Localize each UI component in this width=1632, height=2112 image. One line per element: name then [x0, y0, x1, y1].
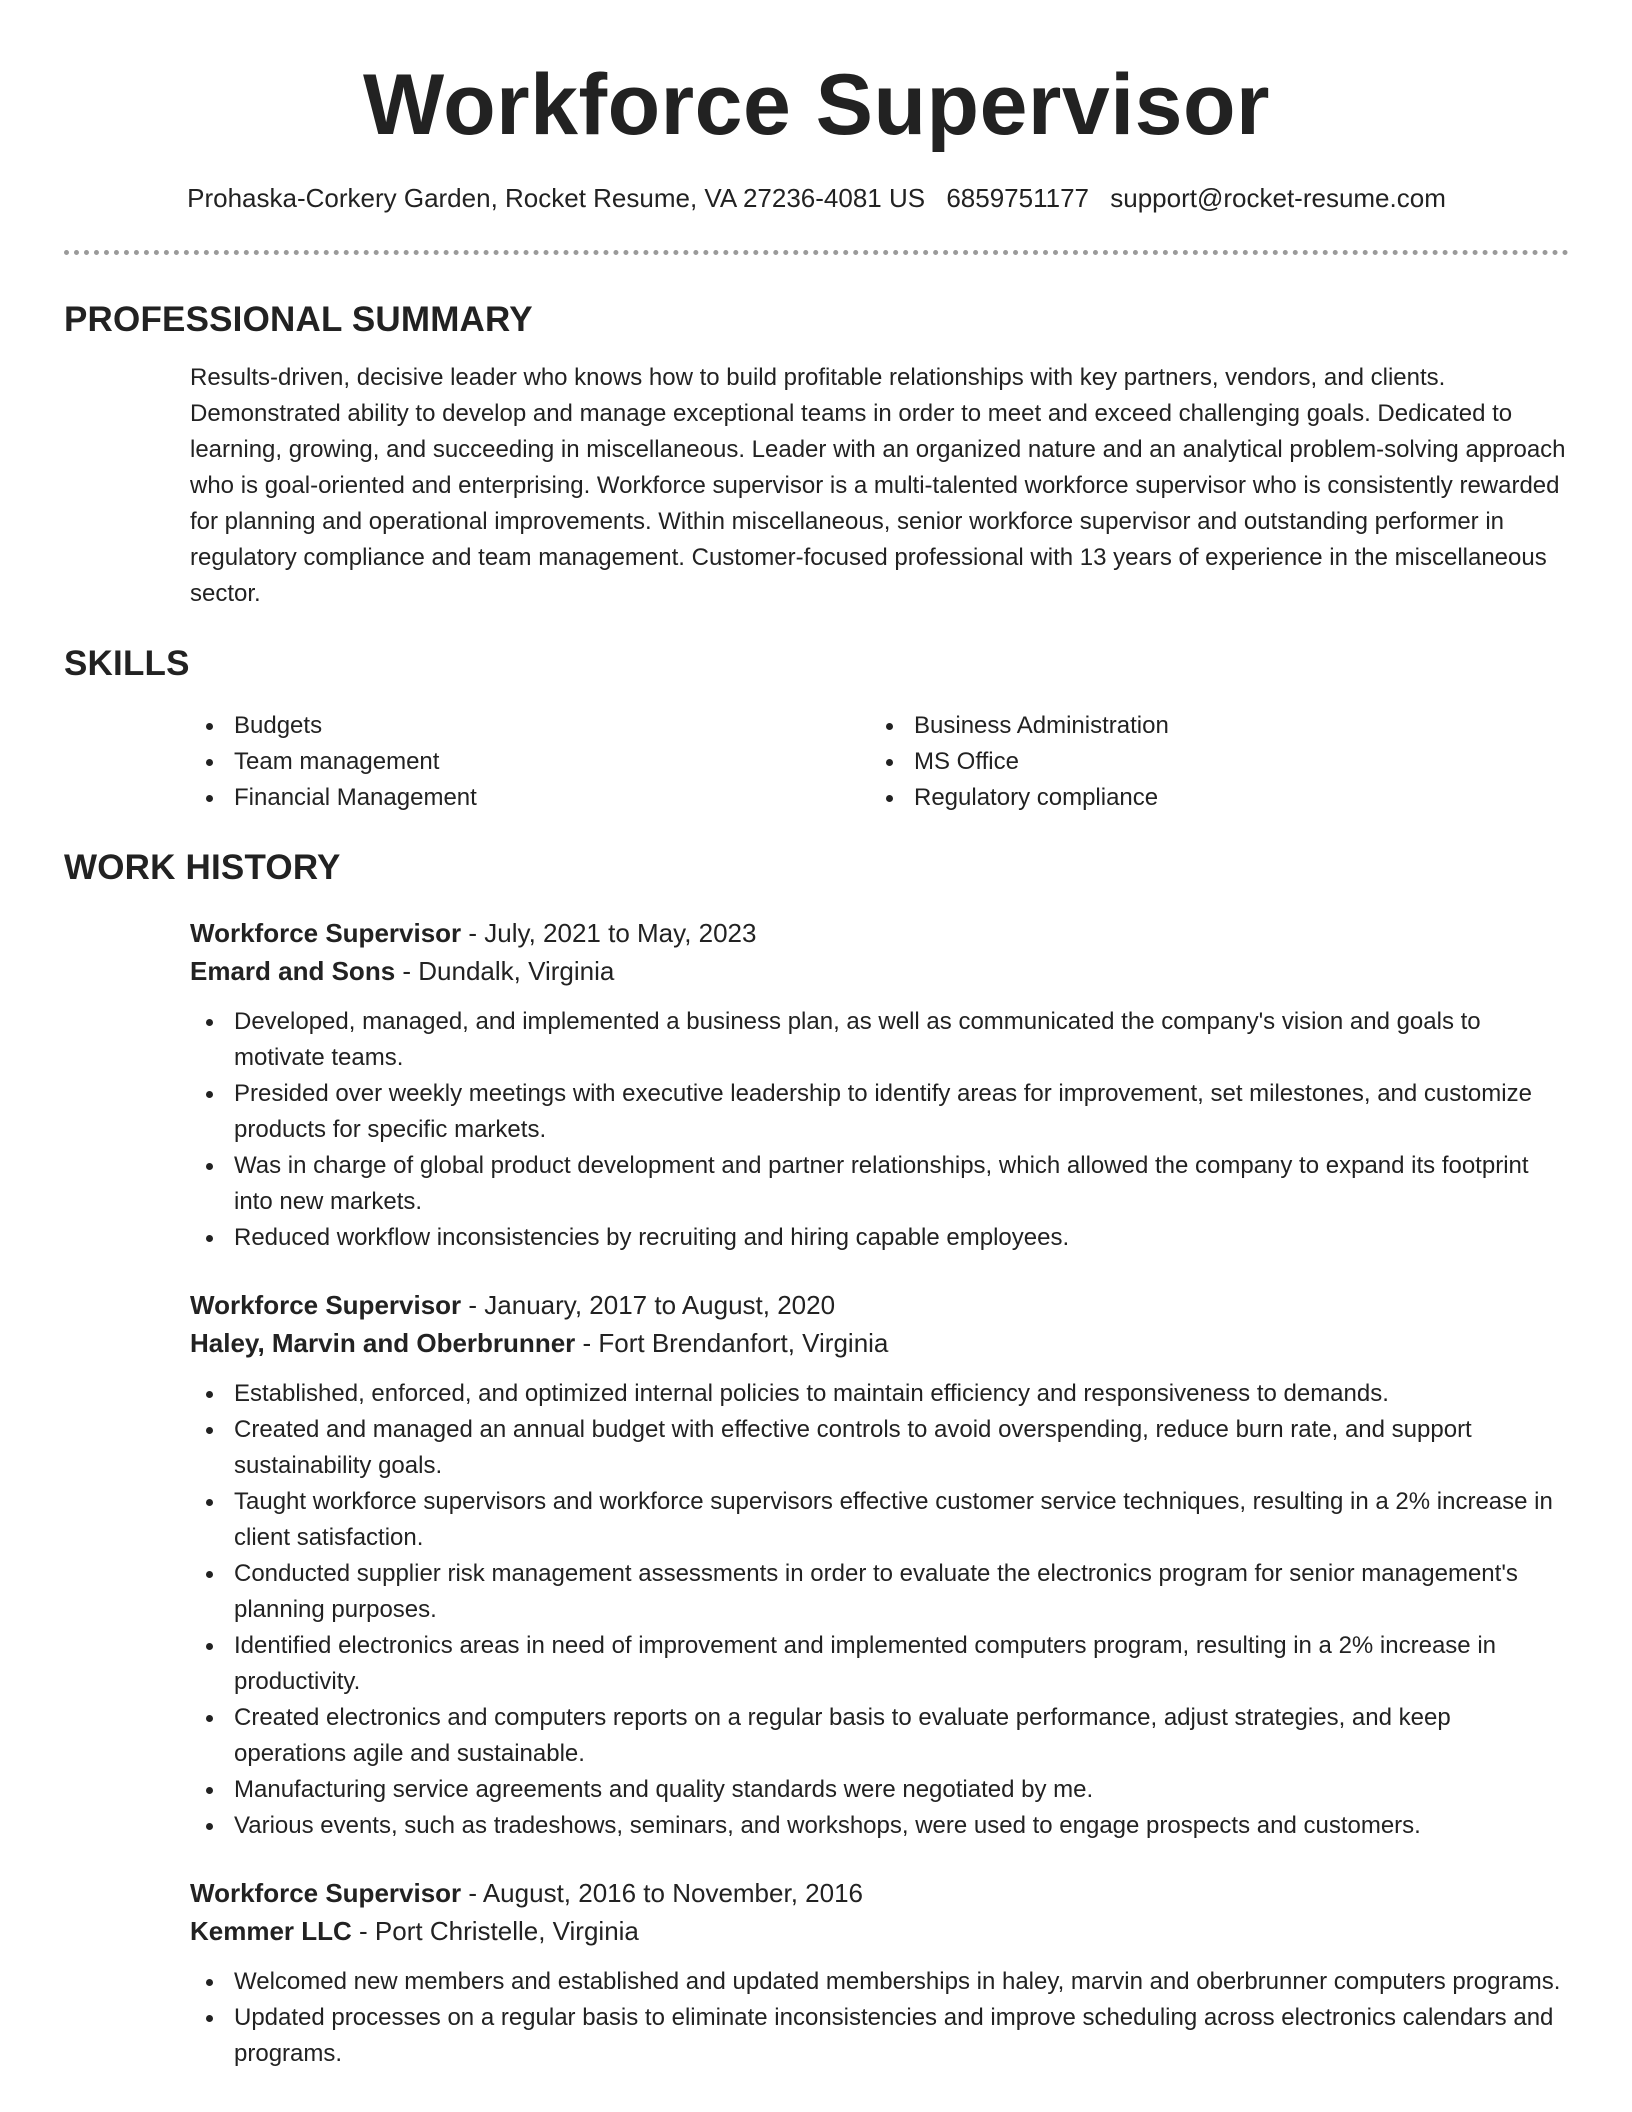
job-bullet: Taught workforce supervisors and workforce supervisors effective customer service techniques, resulting in a 2% increase in client satisfaction.	[190, 1484, 1569, 1556]
job-company: Emard and Sons	[190, 956, 396, 986]
job-company: Kemmer LLC	[190, 1916, 352, 1946]
job-location: - Fort Brendanfort, Virginia	[575, 1328, 889, 1358]
skill-item: Regulatory compliance	[870, 780, 1550, 816]
job-dates: - July, 2021 to May, 2023	[461, 918, 757, 948]
skill-item: Budgets	[190, 708, 870, 744]
job-location: - Dundalk, Virginia	[395, 956, 615, 986]
job-entry	[190, 1874, 1569, 2072]
job-company: Haley, Marvin and Oberbrunner	[190, 1328, 576, 1358]
contact-line	[64, 180, 1569, 216]
job-location: - Port Christelle, Virginia	[351, 1916, 639, 1946]
job-title: Workforce Supervisor	[190, 1290, 462, 1320]
job-bullet: Updated processes on a regular basis to eliminate inconsistencies and improve scheduling across electronics calendars and programs.	[190, 2000, 1569, 2072]
job-title-line	[190, 1286, 1569, 1324]
skills-section	[64, 640, 1569, 816]
summary-heading: PROFESSIONAL SUMMARY	[64, 300, 533, 339]
contact-phone: 6859751177	[946, 183, 1090, 213]
job-bullet: Presided over weekly meetings with executive leadership to identify areas for improvement, set milestones, and customize products for specific markets.	[190, 1076, 1569, 1148]
resume-content	[64, 296, 1569, 2072]
summary-section	[64, 296, 1569, 612]
job-bullet: Various events, such as tradeshows, seminars, and workshops, were used to engage prospects and customers.	[190, 1808, 1569, 1844]
job-bullet: Created electronics and computers reports on a regular basis to evaluate performance, adjust strategies, and keep operations agile and sustainable.	[190, 1700, 1569, 1772]
job-company-line	[190, 952, 1569, 990]
job-company-line	[190, 1324, 1569, 1362]
job-title: Workforce Supervisor	[190, 1878, 462, 1908]
job-bullet: Welcomed new members and established and updated memberships in haley, marvin and oberbrunner computers programs.	[190, 1964, 1569, 2000]
summary-text: Results-driven, decisive leader who knows how to build profitable relationships with key partners, vendors, and clients. Demonstrated ability to develop and manage exceptional teams in order to meet and exceed challenging goals. Dedicated to learning, growing, and succeeding in miscellaneous. Leader with an organized nature and an analytical problem-solving approach who is goal-oriented and enterprising. Workforce supervisor is a multi-talented workforce supervisor who is consistently rewarded for planning and operational improvements. Within miscellaneous, senior workforce supervisor and outstanding performer in regulatory compliance and team management. Customer-focused professional with 13 years of experience in the miscellaneous sector.	[190, 364, 1566, 607]
job-bullet: Created and managed an annual budget with effective controls to avoid overspending, reduce burn rate, and support sustainability goals.	[190, 1412, 1569, 1484]
job-bullets	[190, 1376, 1569, 1844]
job-title-line	[190, 1874, 1569, 1912]
work-history-section	[64, 844, 1569, 2072]
candidate-name: Workforce Supervisor	[363, 57, 1270, 153]
skill-item: Team management	[190, 744, 870, 780]
job-bullets	[190, 1004, 1569, 1256]
job-bullet: Developed, managed, and implemented a business plan, as well as communicated the company's vision and goals to motivate teams.	[190, 1004, 1569, 1076]
skills-right-list	[870, 708, 1550, 816]
job-bullet: Identified electronics areas in need of improvement and implemented computers program, resulting in a 2% increase in productivity.	[190, 1628, 1569, 1700]
contact-email: support@rocket-resume.com	[1110, 183, 1446, 213]
header-divider	[64, 250, 1569, 255]
work-history-heading: WORK HISTORY	[64, 848, 341, 887]
job-bullet: Reduced workflow inconsistencies by recruiting and hiring capable employees.	[190, 1220, 1569, 1256]
job-dates: - January, 2017 to August, 2020	[461, 1290, 836, 1320]
skill-item: Financial Management	[190, 780, 870, 816]
job-company-line	[190, 1912, 1569, 1950]
skill-item: Business Administration	[870, 708, 1550, 744]
skills-left-list	[190, 708, 870, 816]
skills-columns	[190, 708, 1569, 816]
job-bullets	[190, 1964, 1569, 2072]
job-bullet: Established, enforced, and optimized internal policies to maintain efficiency and responsiveness to demands.	[190, 1376, 1569, 1412]
skills-heading: SKILLS	[64, 644, 190, 683]
job-bullet: Manufacturing service agreements and quality standards were negotiated by me.	[190, 1772, 1569, 1808]
job-dates: - August, 2016 to November, 2016	[461, 1878, 863, 1908]
contact-address: Prohaska-Corkery Garden, Rocket Resume, VA 27236-4081 US	[187, 183, 926, 213]
job-entry	[190, 914, 1569, 1256]
job-title-line	[190, 914, 1569, 952]
job-entry	[190, 1286, 1569, 1844]
skill-item: MS Office	[870, 744, 1550, 780]
job-bullet: Was in charge of global product development and partner relationships, which allowed the company to expand its footprint into new markets.	[190, 1148, 1569, 1220]
job-bullet: Conducted supplier risk management assessments in order to evaluate the electronics program for senior management's planning purposes.	[190, 1556, 1569, 1628]
job-title: Workforce Supervisor	[190, 918, 462, 948]
